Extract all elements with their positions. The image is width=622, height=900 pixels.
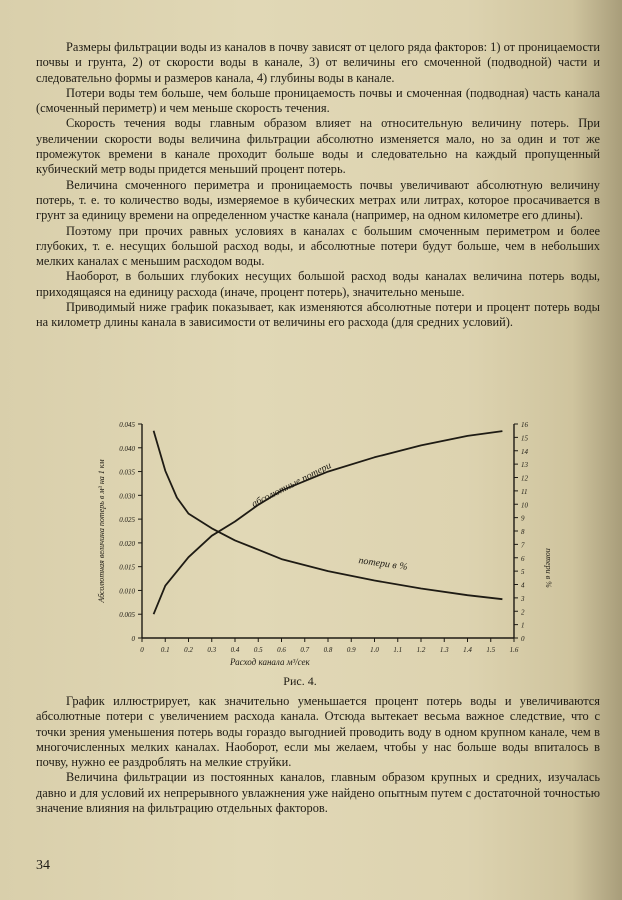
paragraph: Размеры фильтрации воды из каналов в почву зависят от целого ряда факторов: 1) от проницаемости почвы и грунта, 2) от скорости воды в канале, 3) от величины его смоченной (подводной) части и следовательно формы и размеров канала, 4) глубины воды в канале. bbox=[36, 40, 600, 85]
series-label-percent-losses: потери в % bbox=[357, 555, 409, 573]
paragraph: Поэтому при прочих равных условиях в каналах с большим смоченным периметром и более глубоких, т. е. несущих большой расход воды, и абсолютные потери будут больше, чем в небольших мелких каналах с меньшим расходом воды. bbox=[36, 223, 600, 269]
series-label-absolute-losses: абсолютные потери bbox=[249, 460, 334, 510]
y-right-tick-label: 14 bbox=[521, 447, 528, 456]
y-right-tick-label: 8 bbox=[521, 528, 525, 536]
y-left-tick-label: 0.005 bbox=[119, 611, 135, 620]
y-right-tick-label: 4 bbox=[521, 581, 525, 590]
y-right-tick-label: 11 bbox=[521, 487, 528, 496]
y-right-tick-label: 12 bbox=[521, 474, 528, 483]
y-left-tick-label: 0.040 bbox=[119, 444, 135, 453]
y-left-tick-label: 0.025 bbox=[119, 516, 135, 525]
x-tick-label: 1.0 bbox=[370, 646, 379, 654]
y-left-tick-label: 0.045 bbox=[119, 421, 135, 429]
paragraph: Величина фильтрации из постоянных каналов, главным образом крупных и средних, изучалась давно и для условий их непрерывного увлажнения уже найдено опытным путем с достаточной точностью значение влияния на фильтрацию отдельных факторов. bbox=[36, 770, 600, 816]
paragraph: Величина смоченного периметра и проницаемость почвы увеличивают абсолютную величину потерь, т. е. то количество воды, измеряемое в кубических метрах или литрах, которое просачивается в грунт за единицу времени на определенном участке канала (например, на одном километре его длины). bbox=[36, 177, 600, 223]
y-left-tick-label: 0 bbox=[131, 635, 135, 643]
paragraph: Потери воды тем больше, чем больше проницаемость почвы и смоченная (подводная) часть канала (смоченный периметр) и чем меньше скорость течения. bbox=[36, 85, 600, 116]
figure-caption: Рис. 4. bbox=[283, 674, 317, 688]
y-right-tick-label: 10 bbox=[521, 501, 528, 510]
x-tick-label: 1.6 bbox=[509, 646, 519, 654]
y-right-tick-label: 15 bbox=[521, 434, 528, 443]
x-tick-label: 0.8 bbox=[323, 646, 333, 654]
x-tick-label: 1.2 bbox=[416, 646, 426, 654]
paragraph: Скорость течения воды главным образом влияет на относительную величину потерь. При увеличении скорости воды величина фильтрации абсолютно изменяется мало, но за один и тот же промежуток времени в канале проходит больше воды и следовательно на каждый пропущенный кубический метр воды придется меньший процент потерь. bbox=[36, 116, 600, 177]
y-right-axis-title: потери в % bbox=[544, 548, 553, 588]
y-left-tick-label: 0.030 bbox=[119, 492, 135, 501]
paragraph: График иллюстрирует, как значительно уменьшается процент потерь воды и увеличиваются абсолютные потери с увеличением расхода канала. Отсюда вытекает весьма важное следствие, что с точки зрения уменьшения потерь воды гораздо выгоднией проводить воду в одном крупном канале, чем в многочисленных мелких каналах. Наоборот, если мы желаем, чтобы у нас больше воды впиталось в почву, нужно ее раздроблять на мелкие струйки. bbox=[36, 694, 600, 770]
x-tick-label: 0.4 bbox=[230, 646, 240, 654]
y-right-tick-label: 2 bbox=[521, 608, 525, 617]
x-tick-label: 0 bbox=[140, 646, 144, 654]
x-tick-label: 0.6 bbox=[277, 646, 286, 654]
y-right-tick-label: 3 bbox=[521, 594, 525, 603]
y-left-tick-label: 0.015 bbox=[119, 563, 135, 572]
series-line-absolute-losses bbox=[154, 431, 503, 614]
y-right-tick-label: 5 bbox=[521, 568, 525, 577]
y-left-axis-title: Абсолютная величина потерь в м³ на 1 км bbox=[97, 459, 106, 603]
chart-lines bbox=[154, 431, 503, 615]
y-right-tick-label: 1 bbox=[521, 621, 525, 630]
paragraph: Наоборот, в больших глубоких несущих большой расход воды каналах величина потерь воды, приходящаяся на единицу расхода (иначе, процент потерь), значительно меньше. bbox=[36, 269, 600, 299]
paragraph: Приводимый ниже график показывает, как изменяются абсолютные потери и процент потерь воды на километр длины канала в зависимости от величины его расхода (для средних условий). bbox=[36, 300, 600, 330]
text-block-bottom bbox=[36, 694, 600, 816]
y-left-tick-label: 0.035 bbox=[119, 468, 135, 477]
y-right-tick-label: 6 bbox=[521, 554, 525, 563]
x-tick-label: 1.5 bbox=[486, 646, 496, 654]
series-line-percent-losses bbox=[154, 431, 503, 600]
chart-axes bbox=[138, 424, 518, 642]
x-tick-label: 0.5 bbox=[253, 646, 263, 654]
y-right-tick-label: 13 bbox=[521, 461, 528, 470]
x-tick-label: 0.9 bbox=[346, 646, 356, 654]
figure-chart bbox=[90, 408, 560, 670]
chart-labels bbox=[97, 421, 553, 667]
y-right-tick-label: 0 bbox=[521, 635, 525, 643]
x-tick-label: 0.1 bbox=[160, 646, 170, 654]
x-tick-label: 1.4 bbox=[463, 646, 472, 654]
x-tick-label: 1.3 bbox=[439, 646, 449, 654]
x-tick-label: 1.1 bbox=[393, 646, 403, 654]
x-axis-title: Расход канала м³/сек bbox=[230, 657, 310, 667]
text-block-top bbox=[36, 40, 600, 331]
x-tick-label: 0.7 bbox=[300, 646, 310, 654]
y-left-tick-label: 0.020 bbox=[119, 539, 135, 548]
x-tick-label: 0.3 bbox=[207, 646, 217, 654]
y-right-tick-label: 16 bbox=[521, 421, 528, 429]
x-tick-label: 0.2 bbox=[184, 646, 193, 654]
y-left-tick-label: 0.010 bbox=[119, 587, 135, 596]
y-right-tick-label: 9 bbox=[521, 514, 525, 523]
page-number: 34 bbox=[36, 858, 50, 873]
y-right-tick-label: 7 bbox=[521, 541, 525, 550]
